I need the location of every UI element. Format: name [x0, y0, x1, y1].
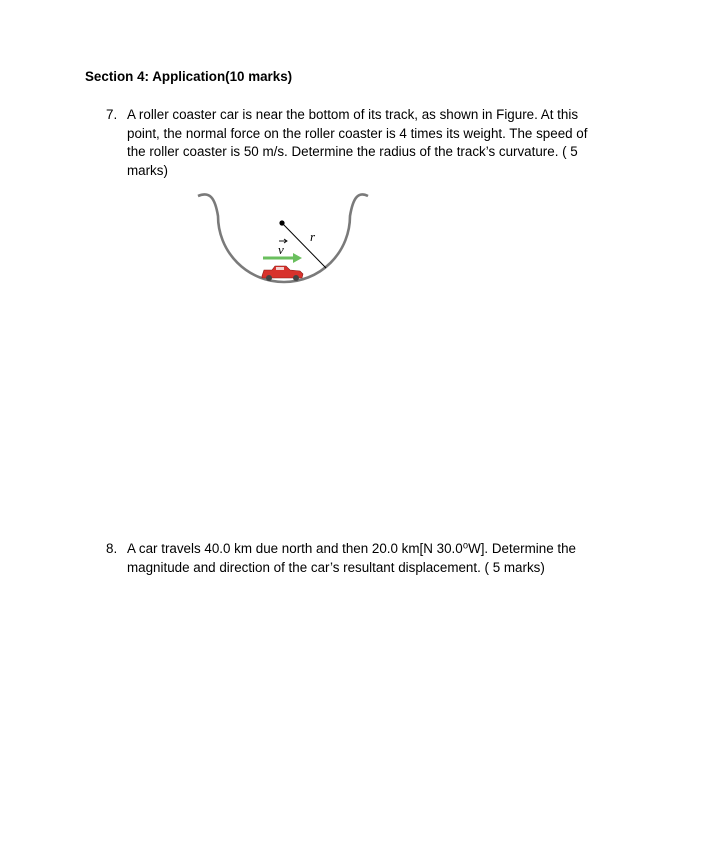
question-text-line: the roller coaster is 50 m/s. Determine the radius of the track’s curvature. ( 5	[127, 144, 578, 160]
velocity-label: v	[278, 242, 284, 257]
roller-coaster-figure	[190, 186, 380, 286]
section-heading: Section 4: Application(10 marks)	[85, 69, 293, 84]
roller-coaster-diagram	[190, 186, 380, 286]
radius-line	[282, 223, 326, 268]
velocity-arrow-head	[293, 253, 302, 263]
question-text-line: A car travels 40.0 km due north and then 20.0 km[N 30.0⁰W]. Determine the	[127, 541, 576, 556]
question-text-line: point, the normal force on the roller coaster is 4 times its weight. The speed of	[127, 125, 588, 141]
question-text-line: magnitude and direction of the car’s resultant displacement. ( 5 marks)	[127, 559, 545, 575]
question-text-line: marks)	[127, 163, 168, 179]
question-text-line: A roller coaster car is near the bottom of its track, as shown in Figure. At this	[127, 107, 579, 122]
roller-coaster-car	[262, 266, 303, 281]
radius-label: r	[310, 229, 316, 244]
question-number: 8.	[106, 541, 118, 556]
question-number: 7.	[106, 107, 118, 122]
